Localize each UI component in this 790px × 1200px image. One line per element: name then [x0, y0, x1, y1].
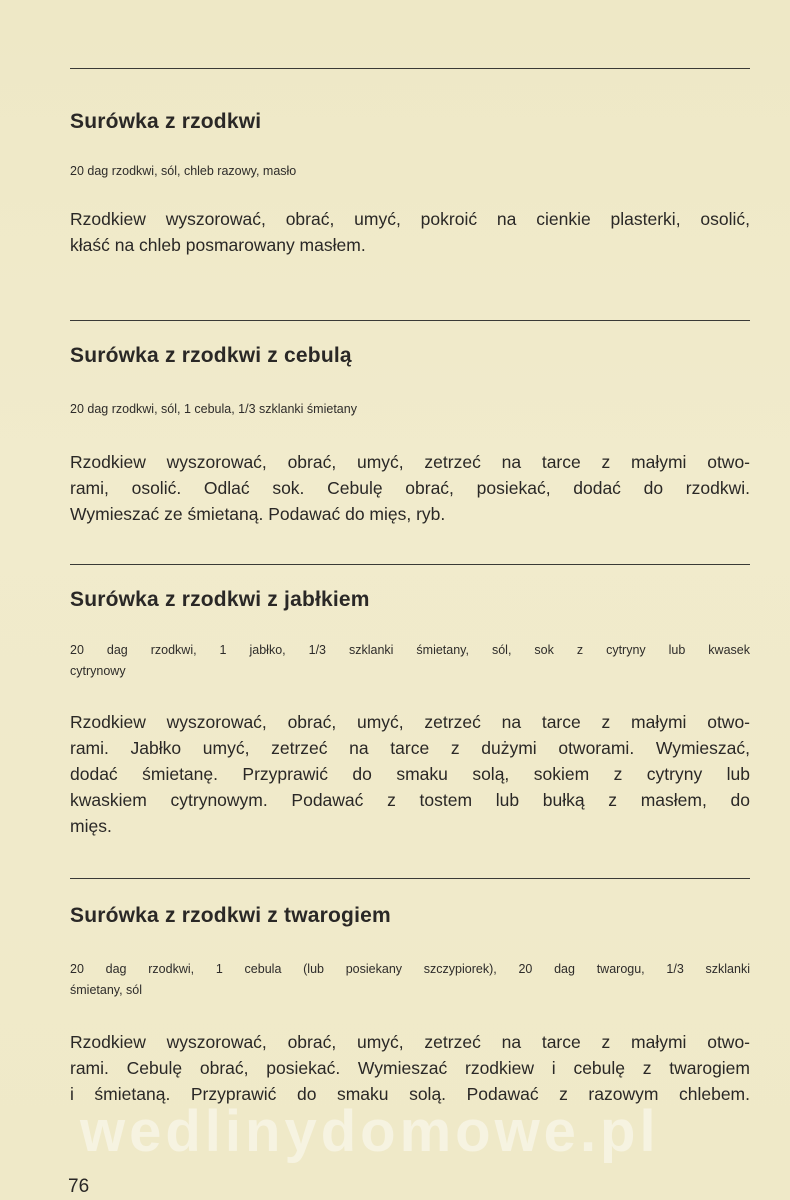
recipe-title: Surówka z rzodkwi z cebulą [70, 344, 352, 367]
method-line: Rzodkiew wyszorować, obrać, umyć, pokroić na cienkie plasterki, osolić, [70, 209, 750, 229]
ingredients-line: cytrynowy [70, 664, 126, 678]
method-line: Rzodkiew wyszorować, obrać, umyć, zetrzeć na tarce z małymi otwo- [70, 712, 750, 732]
recipe-method [70, 1029, 750, 1107]
method-line: kłaść na chleb posmarowany masłem. [70, 235, 366, 255]
ingredients-line: 20 dag rzodkwi, 1 cebula (lub posiekany szczypiorek), 20 dag twarogu, 1/3 szklanki [70, 962, 750, 976]
recipe-method [70, 709, 750, 839]
recipe-ingredients: 20 dag rzodkwi, sól, 1 cebula, 1/3 szklanki śmietany [70, 402, 357, 416]
page-number: 76 [68, 1176, 90, 1197]
recipe-method [70, 206, 750, 258]
recipe-ingredients [70, 640, 750, 682]
section-divider [70, 564, 750, 565]
method-line: Wymieszać ze śmietaną. Podawać do mięs, ryb. [70, 504, 446, 524]
ingredients-line: 20 dag rzodkwi, 1 jabłko, 1/3 szklanki śmietany, sól, sok z cytryny lub kwasek [70, 643, 750, 657]
section-divider [70, 878, 750, 879]
method-line: kwaskiem cytrynowym. Podawać z tostem lub bułką z masłem, do [70, 790, 750, 810]
method-line: rami. Jabłko umyć, zetrzeć na tarce z dużymi otworami. Wymieszać, [70, 738, 750, 758]
section-divider [70, 68, 750, 69]
watermark: wedlinydomowe.pl [80, 1099, 660, 1164]
method-line: Rzodkiew wyszorować, obrać, umyć, zetrzeć na tarce z małymi otwo- [70, 1032, 750, 1052]
method-line: i śmietaną. Przyprawić do smaku solą. Podawać z razowym chlebem. [70, 1084, 750, 1104]
method-line: mięs. [70, 816, 112, 836]
method-line: dodać śmietanę. Przyprawić do smaku solą, sokiem z cytryny lub [70, 764, 750, 784]
method-line: Rzodkiew wyszorować, obrać, umyć, zetrzeć na tarce z małymi otwo- [70, 452, 750, 472]
ingredients-line: śmietany, sól [70, 983, 143, 997]
recipe-ingredients: 20 dag rzodkwi, sól, chleb razowy, masło [70, 164, 297, 178]
method-line: rami. Cebulę obrać, posiekać. Wymieszać rzodkiew i cebulę z twarogiem [70, 1058, 750, 1078]
method-line: rami, osolić. Odlać sok. Cebulę obrać, posiekać, dodać do rzodkwi. [70, 478, 750, 498]
recipe-title: Surówka z rzodkwi z twarogiem [70, 904, 391, 927]
recipe-title: Surówka z rzodkwi [70, 110, 262, 133]
recipe-method [70, 449, 750, 527]
section-divider [70, 320, 750, 321]
recipe-title: Surówka z rzodkwi z jabłkiem [70, 588, 370, 611]
recipe-ingredients [70, 959, 750, 1001]
